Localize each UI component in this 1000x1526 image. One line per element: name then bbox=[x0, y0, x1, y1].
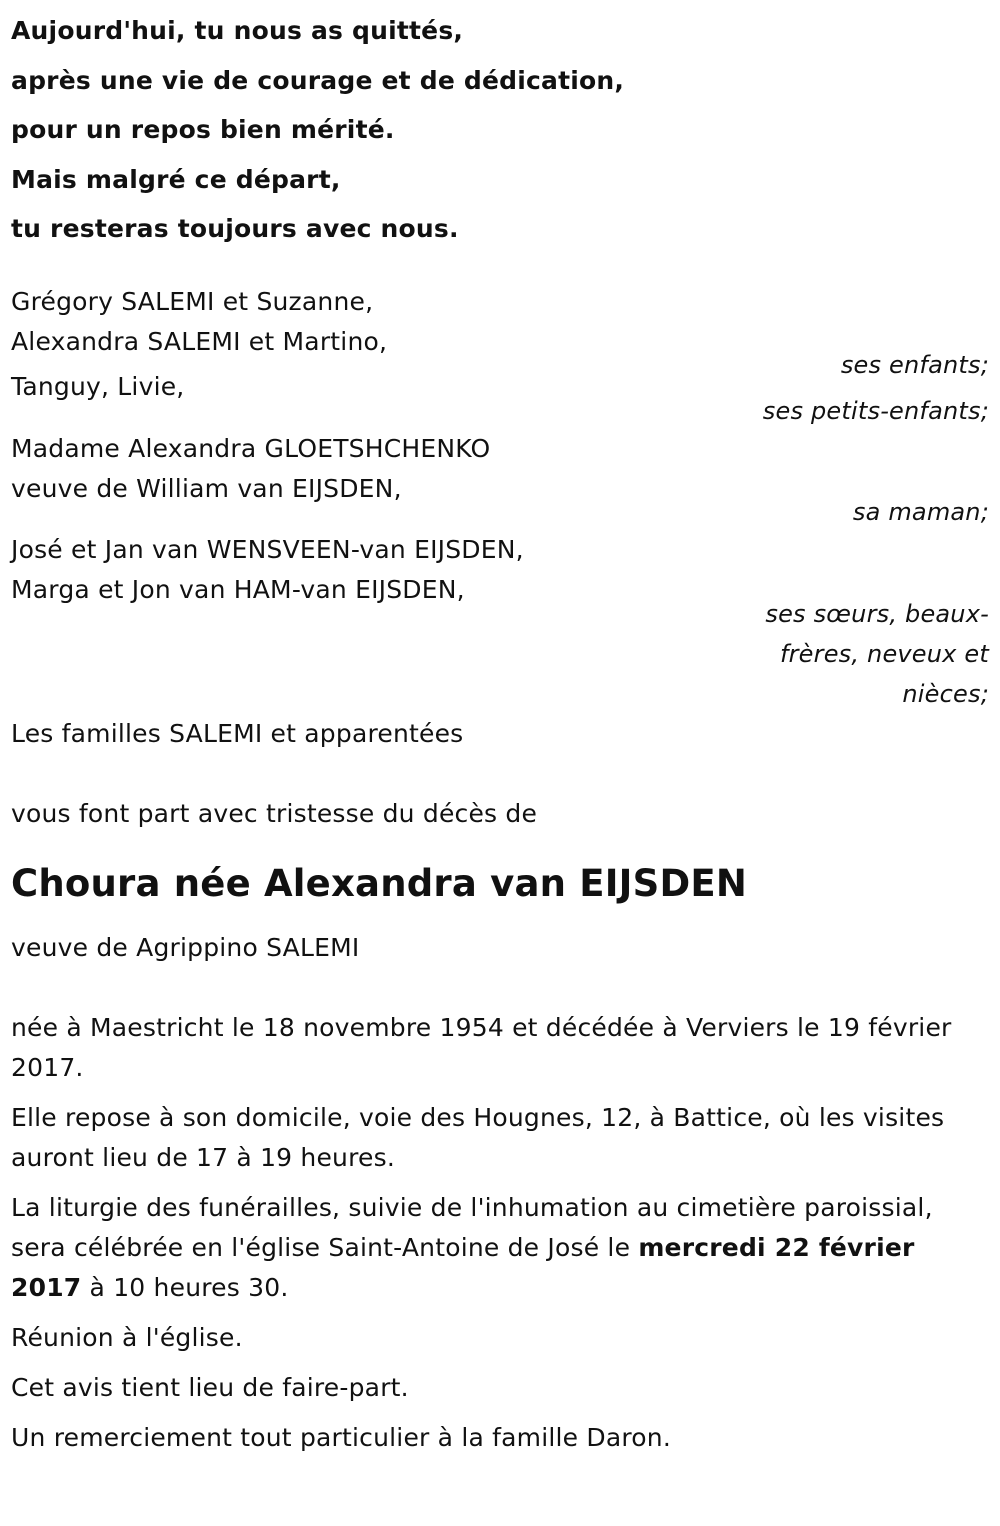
poem-line: Mais malgré ce départ, bbox=[11, 164, 341, 194]
family-name-line: Madame Alexandra GLOETSHCHENKO bbox=[11, 433, 491, 463]
poem-line: Aujourd'hui, tu nous as quittés, bbox=[11, 16, 464, 45]
family-name-line: José et Jan van WENSVEEN-van EIJSDEN, bbox=[11, 534, 524, 564]
family-role: ses enfants; bbox=[840, 350, 989, 379]
family-role: sa maman; bbox=[852, 497, 989, 526]
poem bbox=[11, 6, 990, 254]
family-name-line: Alexandra SALEMI et Martino, bbox=[11, 326, 388, 356]
widow-of: veuve de Agrippino SALEMI bbox=[11, 932, 360, 962]
family-role: ses petits-enfants; bbox=[762, 396, 989, 425]
family-name-line: Grégory SALEMI et Suzanne, bbox=[11, 286, 374, 316]
liturgy-time: à 10 heures 30. bbox=[81, 1272, 289, 1302]
family-name-line: Marga et Jon van HAM-van EIJSDEN, bbox=[11, 574, 465, 604]
liturgy-paragraph bbox=[11, 1188, 990, 1308]
birth-death-paragraph: née à Maestricht le 18 novembre 1954 et décédée à Verviers le 19 février 2017. bbox=[11, 1012, 952, 1082]
family-name-line: Tanguy, Livie, bbox=[11, 371, 185, 401]
liturgy-date: mercredi 22 février 2017 bbox=[11, 1232, 915, 1302]
poem-line: tu resteras toujours avec nous. bbox=[11, 214, 459, 243]
announcement: vous font part avec tristesse du décès de bbox=[11, 798, 538, 828]
reunion-paragraph: Réunion à l'église. bbox=[11, 1322, 243, 1352]
family-role: ses sœurs, beaux-frères, neveux et nièces; bbox=[765, 599, 989, 708]
family-siblings bbox=[11, 530, 990, 714]
thanks-paragraph: Un remerciement tout particulier à la famille Daron. bbox=[11, 1422, 671, 1452]
rest-paragraph: Elle repose à son domicile, voie des Hougnes, 12, à Battice, où les visites auront lieu de 17 à 19 heures. bbox=[11, 1102, 945, 1172]
deceased-name: Choura née Alexandra van EIJSDEN bbox=[11, 861, 748, 905]
family-mother bbox=[11, 429, 990, 532]
family-name-line: veuve de William van EIJSDEN, bbox=[11, 473, 402, 503]
poem-line: pour un repos bien mérité. bbox=[11, 115, 395, 144]
families-line: Les familles SALEMI et apparentées bbox=[11, 718, 464, 748]
notice-paragraph: Cet avis tient lieu de faire-part. bbox=[11, 1372, 409, 1402]
family-grandchildren bbox=[11, 367, 990, 431]
poem-line: après une vie de courage et de dédication, bbox=[11, 65, 625, 95]
liturgy-text: La liturgie des funérailles, suivie de l'inhumation au cimetière paroissial, sera célébrée en l'église Saint-Antoine de José le bbox=[11, 1192, 933, 1262]
